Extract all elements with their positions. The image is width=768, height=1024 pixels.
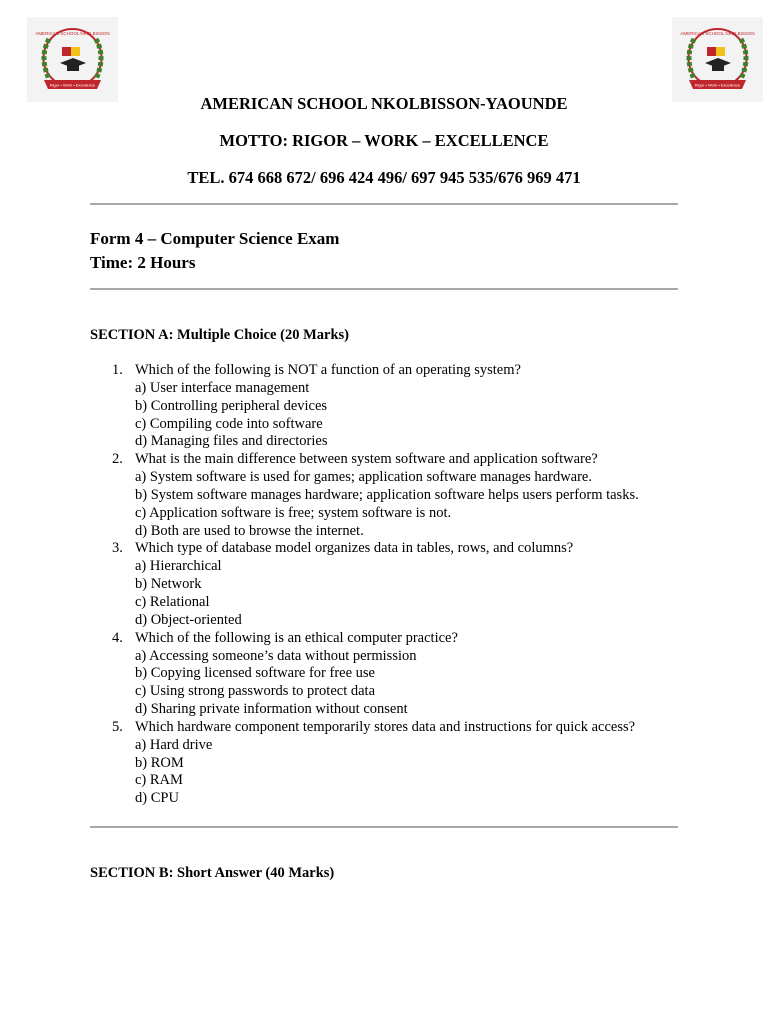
question-text: What is the main difference between system software and application software? [135, 451, 598, 468]
answer-option: b) System software manages hardware; application software helps users perform tasks. [135, 486, 639, 503]
answer-option: b) Copying licensed software for free use [135, 665, 375, 682]
school-crest-icon [27, 17, 118, 102]
question-item [90, 362, 690, 451]
school-phone: TEL. 674 668 672/ 696 424 496/ 697 945 535/676 969 471 [187, 168, 581, 187]
answer-option: c) Using strong passwords to protect data [135, 683, 376, 700]
answer-option: c) RAM [135, 772, 183, 789]
question-number: 5. [112, 718, 123, 735]
divider [90, 203, 678, 205]
answer-option: b) Network [135, 576, 202, 593]
answer-option: d) CPU [135, 790, 179, 807]
answer-option: a) System software is used for games; application software manages hardware. [135, 469, 592, 486]
question-number: 4. [112, 629, 123, 646]
question-item [90, 719, 690, 808]
answer-option: a) User interface management [135, 379, 310, 396]
question-number: 3. [112, 540, 123, 557]
question-item [90, 451, 690, 540]
answer-option: c) Application software is free; system software is not. [135, 504, 452, 521]
exam-title: Form 4 – Computer Science Exam [90, 229, 340, 248]
school-logo-left [27, 17, 118, 102]
question-text: Which of the following is an ethical computer practice? [135, 629, 458, 646]
school-motto: MOTTO: RIGOR – WORK – EXCELLENCE [219, 131, 549, 150]
answer-option: b) Controlling peripheral devices [135, 397, 328, 414]
school-crest-icon [672, 17, 763, 102]
question-text: Which type of database model organizes data in tables, rows, and columns? [135, 540, 574, 557]
question-number: 1. [112, 362, 123, 378]
question-item [90, 630, 690, 719]
answer-option: d) Sharing private information without consent [135, 701, 408, 718]
logo-banner-text: Rigor • Work • Excellence [49, 82, 96, 88]
school-logo-right [672, 17, 763, 102]
answer-option: d) Managing files and directories [135, 433, 328, 450]
answer-option: c) Compiling code into software [135, 415, 323, 432]
answer-option: a) Hierarchical [135, 558, 222, 575]
question-number: 2. [112, 451, 123, 468]
answer-option: d) Both are used to browse the internet. [135, 522, 364, 539]
answer-option: d) Object-oriented [135, 611, 242, 628]
divider [90, 288, 678, 290]
school-name: AMERICAN SCHOOL NKOLBISSON-YAOUNDE [200, 94, 568, 113]
logo-ring-text: AMERICAN SCHOOL NKOLBISSON [680, 31, 755, 36]
question-item [90, 540, 690, 629]
section-b-title: SECTION B: Short Answer (40 Marks) [90, 865, 335, 881]
divider [90, 826, 678, 828]
logo-banner-text: Rigor • Work • Excellence [694, 82, 741, 88]
question-text: Which of the following is NOT a function of an operating system? [135, 362, 521, 378]
answer-option: a) Accessing someone’s data without permission [135, 647, 417, 664]
question-text: Which hardware component temporarily stores data and instructions for quick access? [135, 718, 636, 735]
answer-option: b) ROM [135, 754, 184, 771]
exam-time: Time: 2 Hours [90, 253, 196, 272]
answer-option: a) Hard drive [135, 736, 213, 753]
question-list [90, 362, 690, 808]
section-a-title: SECTION A: Multiple Choice (20 Marks) [90, 327, 349, 343]
answer-option: c) Relational [135, 593, 210, 610]
logo-ring-text: AMERICAN SCHOOL NKOLBISSON [35, 31, 110, 36]
